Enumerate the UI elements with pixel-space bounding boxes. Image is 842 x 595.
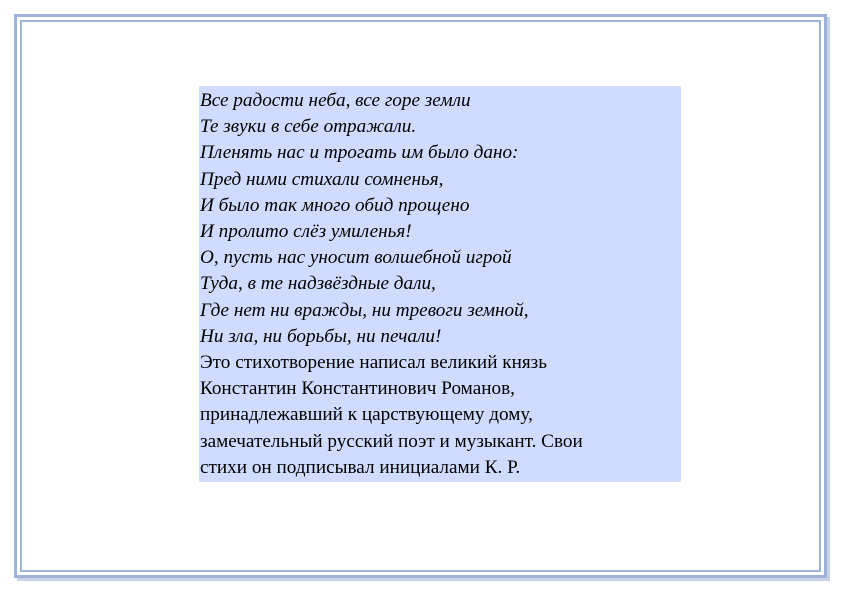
poem-line: Те звуки в себе отражали. <box>200 116 417 138</box>
description-line: Это стихотворение написал великий князь <box>200 352 548 374</box>
poem-line: И было так много обид прощено <box>200 194 470 216</box>
poem-line: О, пусть нас уносит волшебной игрой <box>200 247 512 269</box>
poem-line: Пред ними стихали сомненья, <box>200 168 444 190</box>
description-line: Константин Константинович Романов, <box>200 378 515 400</box>
description-line: замечательный русский поэт и музыкант. Свои <box>200 430 583 452</box>
poem-line: И пролито слёз умиленья! <box>200 221 412 243</box>
text-block <box>199 86 681 482</box>
author-description <box>199 350 681 481</box>
poem-line: Пленять нас и трогать им было дано: <box>200 142 519 164</box>
poem-line: Туда, в те надзвёздные дали, <box>200 273 436 295</box>
poem-stanza <box>199 88 681 350</box>
poem-line: Где нет ни вражды, ни тревоги земной, <box>200 299 529 321</box>
description-line: стихи он подписывал инициалами К. Р. <box>200 456 521 478</box>
description-line: принадлежавший к царствующему дому, <box>200 404 533 426</box>
poem-line: Ни зла, ни борьбы, ни печали! <box>200 325 442 347</box>
poem-line: Все радости неба, все горе земли <box>200 90 471 111</box>
